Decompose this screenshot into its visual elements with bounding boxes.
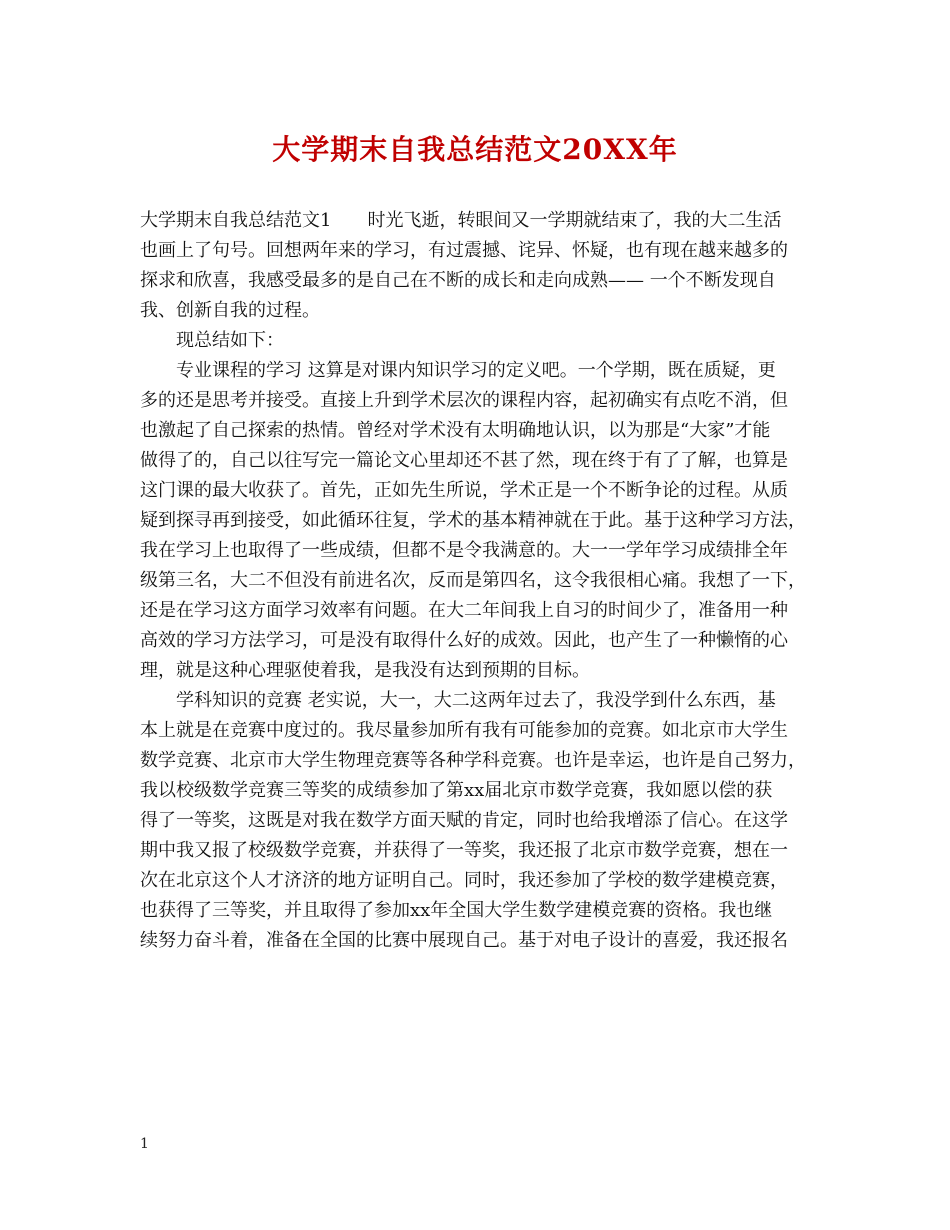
page-number: 1 [140, 1136, 149, 1152]
text-line: 我在学习上也取得了一些成绩，但都不是令我满意的。大一一学年学习成绩排全年 [140, 540, 788, 561]
text-line: 续努力奋斗着，准备在全国的比赛中展现自己。基于对电子设计的喜爱，我还报名 [140, 930, 788, 951]
text-line: 数学竞赛、北京市大学生物理竞赛等各种学科竞赛。也许是幸运，也许是自己努力， [140, 750, 806, 771]
text-line: 次在北京这个人才济济的地方证明自己。同时，我还参加了学校的数学建模竞赛， [140, 870, 788, 891]
document-title: 大学期末自我总结范文20XX年 [272, 133, 678, 166]
text-line: 期中我又报了校级数学竞赛，并获得了一等奖，我还报了北京市数学竞赛，想在一 [140, 840, 788, 861]
text-line: 得了一等奖，这既是对我在数学方面天赋的肯定，同时也给我增添了信心。在这学 [140, 810, 788, 831]
text-line: 高效的学习方法学习，可是没有取得什么好的成效。因此，也产生了一种懒惰的心 [140, 630, 788, 651]
text-line: 也激起了自己探索的热情。曾经对学术没有太明确地认识，以为那是“大家”才能 [140, 420, 771, 441]
text-line: 学科知识的竞赛 老实说，大一，大二这两年过去了，我没学到什么东西，基 [176, 690, 776, 711]
text-line: 现总结如下： [176, 330, 284, 351]
text-line: 我、创新自我的过程。 [140, 300, 320, 321]
text-line: 多的还是思考并接受。直接上升到学术层次的课程内容，起初确实有点吃不消，但 [140, 390, 788, 411]
text-line: 级第三名，大二不但没有前进名次，反而是第四名，这令我很相心痛。我想了一下， [140, 570, 806, 591]
text-line: 大学期末自我总结范文1 时光飞逝，转眼间又一学期就结束了，我的大二生活 [140, 210, 782, 231]
text-line: 还是在学习这方面学习效率有问题。在大二年间我上自习的时间少了，准备用一种 [140, 600, 788, 621]
text-line: 专业课程的学习 这算是对课内知识学习的定义吧。一个学期，既在质疑，更 [176, 360, 776, 381]
text-line: 我以校级数学竞赛三等奖的成绩参加了第xx届北京市数学竞赛，我如愿以偿的获 [140, 780, 773, 801]
text-line: 理，就是这种心理驱使着我，是我没有达到预期的目标。 [140, 660, 590, 681]
text-line: 也画上了句号。回想两年来的学习，有过震撼、诧异、怀疑，也有现在越来越多的 [140, 240, 788, 261]
text-line: 做得了的，自己以往写完一篇论文心里却还不甚了然，现在终于有了了解，也算是 [140, 450, 788, 471]
text-line: 疑到探寻再到接受，如此循环往复，学术的基本精神就在于此。基于这种学习方法， [140, 510, 806, 531]
text-line: 也获得了三等奖，并且取得了参加xx年全国大学生数学建模竞赛的资格。我也继 [140, 900, 773, 921]
text-line: 这门课的最大收获了。首先，正如先生所说，学术正是一个不断争论的过程。从质 [140, 480, 788, 501]
text-line: 本上就是在竞赛中度过的。我尽量参加所有我有可能参加的竞赛。如北京市大学生 [140, 720, 788, 741]
text-line: 探求和欣喜，我感受最多的是自己在不断的成长和走向成熟—— 一个不断发现自 [140, 270, 776, 291]
